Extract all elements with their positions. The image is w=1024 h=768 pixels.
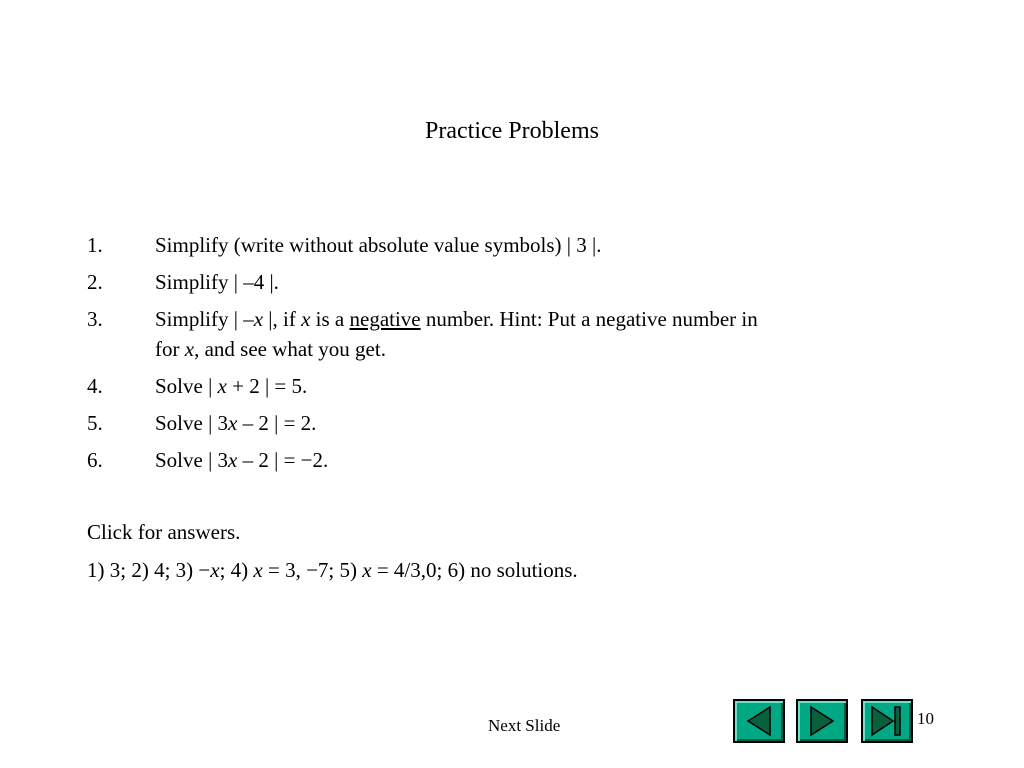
page-number: 10	[917, 709, 934, 728]
text-run: – 2 | = −2.	[237, 448, 329, 472]
triangle-right-icon	[798, 701, 846, 741]
last-slide-button[interactable]	[861, 699, 913, 743]
problem-number: 2.	[87, 270, 103, 294]
next-slide-link[interactable]: Next Slide	[488, 716, 561, 735]
underlined-text: negative	[349, 307, 421, 331]
problem-text-continued	[155, 334, 947, 364]
text-run: – 2 | = 2.	[237, 411, 317, 435]
problem-text	[155, 267, 947, 297]
text-run: Solve | 3	[155, 411, 229, 435]
text-run: = 3, −7; 5)	[262, 558, 363, 582]
math-variable: x	[362, 558, 372, 582]
skip-end-icon	[863, 701, 911, 741]
text-run: Solve | 3	[155, 448, 229, 472]
text-run: , and see what you get.	[194, 337, 386, 361]
problem-number: 4.	[87, 374, 103, 398]
text-run: for	[155, 337, 185, 361]
next-slide-button[interactable]	[796, 699, 848, 743]
problem-text	[155, 371, 947, 401]
problem-item	[87, 371, 947, 401]
problem-text	[155, 408, 947, 438]
text-run: Simplify | –	[155, 307, 254, 331]
text-run: 1) 3; 2) 4; 3) −	[87, 558, 211, 582]
problem-item	[87, 445, 947, 475]
text-run: = 4/3,0; 6) no solutions.	[371, 558, 578, 582]
text-run: |, if	[263, 307, 302, 331]
math-variable: x	[228, 411, 238, 435]
text-run: Simplify (write without absolute value symbols) | 3 |.	[155, 233, 602, 257]
previous-slide-button[interactable]	[733, 699, 785, 743]
problem-number: 5.	[87, 411, 103, 435]
click-for-answers[interactable]: Click for answers.	[87, 520, 241, 544]
math-variable: x	[210, 558, 220, 582]
problem-number: 3.	[87, 307, 103, 331]
math-variable: x	[253, 307, 264, 331]
answers-line	[87, 555, 578, 585]
problem-item	[87, 267, 947, 297]
triangle-left-icon	[735, 701, 783, 741]
text-run: + 2 | = 5.	[226, 374, 308, 398]
text-run: Solve |	[155, 374, 218, 398]
slide-title: Practice Problems	[425, 118, 599, 144]
problem-text	[155, 445, 947, 475]
problem-number: 6.	[87, 448, 103, 472]
math-variable: x	[228, 448, 238, 472]
text-run: ; 4)	[219, 558, 254, 582]
text-run: number. Hint: Put a negative number in	[420, 307, 758, 331]
problem-list	[87, 230, 947, 482]
math-variable: x	[253, 558, 263, 582]
text-run: Simplify | –4 |.	[155, 270, 279, 294]
problem-item	[87, 408, 947, 438]
problem-item	[87, 230, 947, 260]
math-variable: x	[301, 307, 311, 331]
math-variable: x	[184, 337, 195, 361]
problem-text	[155, 304, 947, 334]
math-variable: x	[217, 374, 227, 398]
text-run: is a	[310, 307, 350, 331]
problem-item	[87, 304, 947, 364]
problem-text	[155, 230, 947, 260]
problem-number: 1.	[87, 233, 103, 257]
